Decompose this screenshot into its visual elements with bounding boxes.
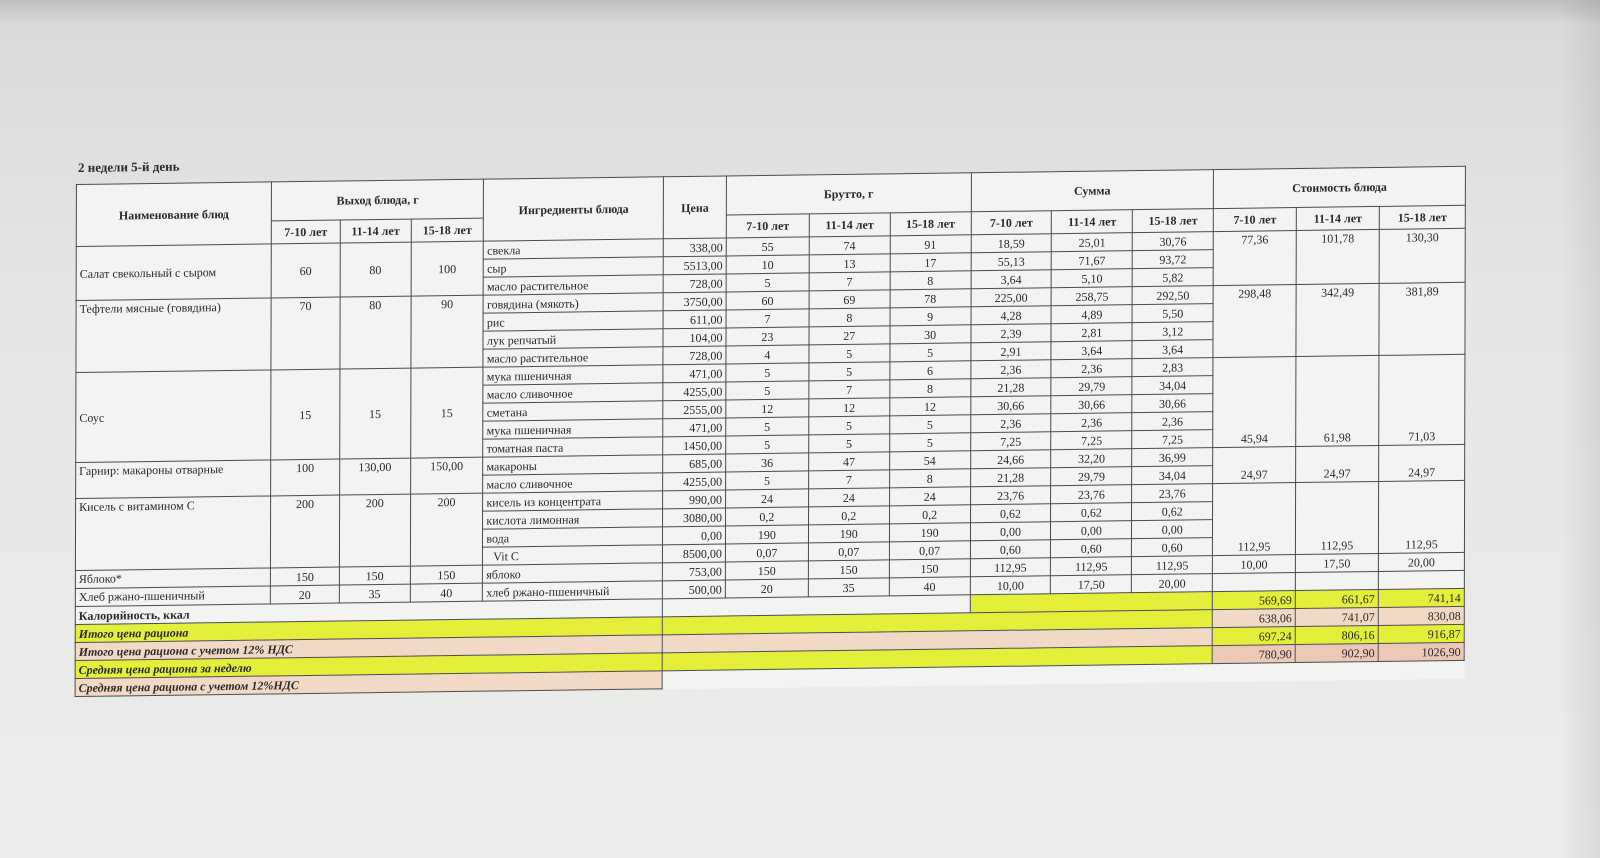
dish-cost: 112,95 (1295, 481, 1378, 554)
ingredient-price: 338,00 (664, 238, 727, 257)
dish-cost: 24,97 (1379, 444, 1465, 481)
dish-name: Гарнир: макароны отварные (76, 460, 271, 499)
sum-value: 30,76 (1133, 232, 1214, 251)
sum-value: 10,00 (970, 576, 1051, 595)
dish-cost: 61,98 (1296, 355, 1379, 446)
brutto-value: 5 (889, 433, 970, 452)
ingredient-price: 471,00 (663, 418, 726, 437)
sum-value: 55,13 (971, 252, 1052, 271)
document-title: 2 недели 5-й день (77, 158, 180, 175)
brutto-value: 5 (726, 435, 809, 454)
dish-output: 130,00 (339, 458, 410, 495)
summary-label: Итого цена рациона (75, 617, 662, 643)
ingredient-name: кисель из концентрата (483, 491, 663, 511)
header-age: 15-18 лет (1133, 209, 1214, 233)
ingredient-name: вода (483, 527, 663, 547)
brutto-value: 5 (889, 415, 970, 434)
summary-label: Средняя цена рациона с учетом 12%НДС (75, 671, 662, 697)
dish-output: 80 (340, 242, 411, 297)
ingredient-name: масло растительное (483, 347, 663, 367)
summary-value: 661,67 (1295, 589, 1378, 608)
brutto-value: 40 (889, 577, 970, 596)
brutto-value: 78 (890, 289, 971, 308)
brutto-value: 5 (726, 381, 809, 400)
dish-cost: 24,97 (1296, 445, 1379, 482)
ingredient-name: Vit C (483, 545, 663, 565)
header-age: 11-14 лет (1052, 210, 1133, 234)
sum-value: 292,50 (1132, 286, 1213, 305)
brutto-value: 190 (889, 523, 970, 542)
dish-output: 40 (410, 583, 483, 602)
dish-output: 80 (340, 296, 411, 369)
sum-value: 2,36 (1132, 412, 1213, 431)
sum-value: 0,00 (970, 522, 1051, 541)
dish-output: 150 (410, 565, 483, 584)
sum-value: 3,64 (1051, 341, 1132, 360)
dish-cost: 17,50 (1295, 553, 1378, 572)
summary-value: 741,14 (1378, 588, 1464, 607)
ingredient-price: 685,00 (663, 454, 726, 473)
brutto-value: 0,2 (889, 505, 970, 524)
brutto-value: 6 (890, 361, 971, 380)
brutto-value: 150 (808, 560, 889, 579)
brutto-value: 5 (809, 434, 890, 453)
brutto-value: 60 (726, 291, 809, 310)
sum-value: 0,60 (1132, 538, 1213, 557)
header-age: 7-10 лет (971, 211, 1052, 235)
header-age: 15-18 лет (1379, 205, 1465, 229)
sum-value: 225,00 (971, 288, 1052, 307)
header-age: 11-14 лет (809, 213, 890, 237)
ingredient-name: томатная паста (483, 437, 663, 457)
header-age: 11-14 лет (340, 219, 411, 243)
ingredient-name: масло растительное (484, 275, 664, 295)
sum-value: 258,75 (1052, 287, 1133, 306)
brutto-value: 0,07 (808, 542, 889, 561)
summary-value: 638,06 (1212, 609, 1295, 628)
ingredient-price: 4255,00 (663, 382, 726, 401)
summary-value: 780,90 (1212, 645, 1295, 664)
empty-cell (1213, 573, 1296, 592)
brutto-value: 23 (726, 327, 809, 346)
brutto-value: 5 (809, 344, 890, 363)
dish-cost: 298,48 (1213, 285, 1296, 358)
sum-value: 112,95 (1051, 557, 1132, 576)
ingredient-price: 753,00 (663, 562, 726, 581)
dish-output: 150 (270, 567, 339, 586)
ingredient-price: 4255,00 (663, 472, 726, 491)
sum-value: 2,91 (971, 342, 1052, 361)
sum-value: 30,66 (970, 396, 1051, 415)
header-age: 7-10 лет (1213, 208, 1296, 232)
ingredient-price: 3750,00 (663, 292, 726, 311)
dish-output: 200 (410, 493, 483, 566)
dish-output: 15 (340, 368, 411, 459)
dish-cost: 130,30 (1379, 228, 1465, 283)
sum-value: 7,25 (1132, 430, 1213, 449)
brutto-value: 12 (809, 398, 890, 417)
sum-value: 34,04 (1132, 376, 1213, 395)
brutto-value: 5 (890, 343, 971, 362)
sum-value: 23,76 (1132, 484, 1213, 503)
brutto-value: 91 (890, 235, 971, 254)
brutto-value: 7 (809, 272, 890, 291)
ingredient-price: 8500,00 (663, 544, 726, 563)
dish-name: Хлеб ржано-пшеничный (75, 586, 270, 607)
ingredient-price: 990,00 (663, 490, 726, 509)
brutto-value: 5 (726, 273, 809, 292)
dish-output: 35 (339, 584, 410, 603)
dish-cost: 381,89 (1379, 282, 1465, 355)
ingredient-price: 728,00 (663, 346, 726, 365)
header-age: 7-10 лет (726, 214, 809, 238)
sum-value: 20,00 (1132, 574, 1213, 593)
sum-value: 34,04 (1132, 466, 1213, 485)
summary-value: 697,24 (1212, 627, 1295, 646)
header-cost: Стоимость блюда (1214, 166, 1466, 208)
table-body (75, 228, 1465, 696)
sum-value: 112,95 (1132, 556, 1213, 575)
brutto-value: 0,07 (889, 541, 970, 560)
header-age: 15-18 лет (890, 212, 971, 236)
header-dish-name: Наименование блюд (76, 182, 271, 247)
brutto-value: 5 (809, 416, 890, 435)
dish-cost: 71,03 (1379, 354, 1465, 445)
summary-value: 830,08 (1378, 606, 1464, 625)
ingredient-name: мука пшеничная (483, 419, 663, 439)
summary-label: Калорийность, ккал (75, 599, 662, 625)
brutto-value: 8 (809, 308, 890, 327)
summary-value: 902,90 (1295, 643, 1378, 662)
sum-value: 5,82 (1132, 268, 1213, 287)
sum-value: 93,72 (1132, 250, 1213, 269)
dish-name: Салат свекольный с сыром (76, 244, 271, 301)
ingredient-price: 728,00 (663, 274, 726, 293)
dish-cost: 45,94 (1213, 357, 1296, 448)
dish-cost: 112,95 (1213, 483, 1296, 556)
sum-value: 3,12 (1132, 322, 1213, 341)
summary-value: 741,07 (1295, 607, 1378, 626)
ingredient-name: макароны (483, 455, 663, 475)
sum-value: 24,66 (970, 450, 1051, 469)
ingredient-name: масло сливочное (483, 473, 663, 493)
sum-value: 71,67 (1052, 251, 1133, 270)
brutto-value: 12 (726, 399, 809, 418)
ingredient-name: мука пшеничная (483, 365, 663, 385)
brutto-value: 190 (725, 525, 808, 544)
sum-value: 23,76 (1051, 485, 1132, 504)
ingredient-name: хлеб ржано-пшеничный (483, 581, 663, 601)
sum-value: 0,00 (1132, 520, 1213, 539)
dish-cost: 77,36 (1213, 231, 1296, 286)
empty-cell (1378, 570, 1464, 589)
brutto-value: 35 (808, 578, 889, 597)
brutto-value: 5 (726, 417, 809, 436)
dish-output: 100 (271, 459, 340, 496)
sum-value: 0,00 (1051, 521, 1132, 540)
brutto-value: 5 (726, 471, 809, 490)
brutto-value: 27 (809, 326, 890, 345)
sum-value: 21,28 (970, 378, 1051, 397)
brutto-value: 30 (890, 325, 971, 344)
ingredient-price: 611,00 (663, 310, 726, 329)
ingredient-price: 3080,00 (663, 508, 726, 527)
sum-value: 0,60 (970, 540, 1051, 559)
summary-value: 1026,90 (1378, 642, 1464, 661)
sum-value: 3,64 (1132, 340, 1213, 359)
sum-value: 36,99 (1132, 448, 1213, 467)
header-ingredients: Ингредиенты блюда (484, 177, 664, 241)
ingredient-price: 500,00 (663, 580, 726, 599)
sum-value: 0,60 (1051, 539, 1132, 558)
brutto-value: 150 (725, 561, 808, 580)
brutto-value: 8 (889, 469, 970, 488)
sum-value: 5,10 (1052, 269, 1133, 288)
sum-value: 2,36 (970, 414, 1051, 433)
brutto-value: 13 (809, 254, 890, 273)
sum-value: 29,79 (1051, 377, 1132, 396)
sum-value: 25,01 (1052, 233, 1133, 252)
brutto-value: 17 (890, 253, 971, 272)
sum-value: 7,25 (1051, 431, 1132, 450)
ingredient-name: рис (483, 311, 663, 331)
ingredient-name: свекла (484, 239, 664, 259)
brutto-value: 24 (808, 488, 889, 507)
brutto-value: 5 (809, 362, 890, 381)
ingredient-price: 1450,00 (663, 436, 726, 455)
sum-value: 2,36 (970, 360, 1051, 379)
header-age: 11-14 лет (1296, 206, 1379, 230)
header-output: Выход блюда, г (271, 179, 483, 221)
ingredient-price: 471,00 (663, 364, 726, 383)
ingredient-name: яблоко (483, 563, 663, 583)
sum-value: 23,76 (970, 486, 1051, 505)
sum-value: 30,66 (1132, 394, 1213, 413)
sum-value: 30,66 (1051, 395, 1132, 414)
ingredient-price: 0,00 (663, 526, 726, 545)
sum-value: 112,95 (970, 558, 1051, 577)
ingredient-name: кислота лимонная (483, 509, 663, 529)
sum-value: 32,20 (1051, 449, 1132, 468)
brutto-value: 8 (890, 379, 971, 398)
dish-output: 20 (270, 585, 339, 604)
summary-value: 569,69 (1212, 591, 1295, 610)
brutto-value: 69 (809, 290, 890, 309)
dish-cost: 20,00 (1378, 552, 1464, 571)
dish-output: 70 (271, 297, 340, 370)
dish-output: 200 (271, 495, 340, 568)
sum-value: 0,62 (1132, 502, 1213, 521)
summary-value: 806,16 (1295, 625, 1378, 644)
ingredient-name: сметана (483, 401, 663, 421)
brutto-value: 7 (726, 309, 809, 328)
sum-value: 29,79 (1051, 467, 1132, 486)
summary-label: Средняя цена рациона за неделю (75, 653, 662, 679)
sum-value: 2,36 (1051, 359, 1132, 378)
brutto-value: 54 (889, 451, 970, 470)
brutto-value: 5 (726, 363, 809, 382)
brutto-value: 12 (890, 397, 971, 416)
sum-value: 7,25 (970, 432, 1051, 451)
brutto-value: 0,07 (725, 543, 808, 562)
dish-output: 150,00 (410, 457, 483, 494)
sum-value: 2,83 (1132, 358, 1213, 377)
ingredient-name: говядина (мякоть) (483, 293, 663, 313)
dish-cost: 24,97 (1213, 447, 1296, 484)
brutto-value: 74 (809, 236, 890, 255)
brutto-value: 7 (808, 470, 889, 489)
dish-cost: 10,00 (1213, 555, 1296, 574)
header-age: 15-18 лет (411, 218, 484, 242)
dish-cost: 342,49 (1296, 283, 1379, 356)
dish-output: 15 (410, 367, 483, 458)
sum-value: 4,28 (971, 306, 1052, 325)
ingredient-price: 5513,00 (663, 256, 726, 275)
monitor-top-edge (0, 0, 1600, 22)
sum-value: 21,28 (970, 468, 1051, 487)
brutto-value: 150 (889, 559, 970, 578)
monitor-right-shade (1560, 0, 1600, 858)
header-age: 7-10 лет (271, 220, 340, 244)
dish-output: 60 (271, 243, 340, 298)
brutto-value: 10 (726, 255, 809, 274)
header-brutto: Брутто, г (726, 173, 971, 215)
dish-output: 150 (339, 566, 410, 585)
header-price: Цена (664, 176, 727, 239)
header-sum: Сумма (971, 170, 1214, 212)
dish-cost: 112,95 (1378, 480, 1464, 553)
sum-value: 3,64 (971, 270, 1052, 289)
ingredient-price: 2555,00 (663, 400, 726, 419)
dish-output: 200 (339, 494, 410, 567)
sum-value: 2,81 (1051, 323, 1132, 342)
summary-label: Итого цена рациона с учетом 12% НДС (75, 635, 662, 661)
dish-output: 90 (411, 295, 484, 368)
brutto-value: 20 (725, 579, 808, 598)
sum-value: 0,62 (1051, 503, 1132, 522)
dish-name: Тефтели мясные (говядина) (76, 298, 271, 373)
summary-value: 916,87 (1378, 624, 1464, 643)
brutto-value: 47 (809, 452, 890, 471)
brutto-value: 36 (726, 453, 809, 472)
brutto-value: 0,2 (725, 507, 808, 526)
brutto-value: 55 (726, 237, 809, 256)
sum-value: 17,50 (1051, 575, 1132, 594)
ingredient-price: 104,00 (663, 328, 726, 347)
sum-value: 4,89 (1051, 305, 1132, 324)
brutto-value: 24 (889, 487, 970, 506)
sum-value: 0,62 (970, 504, 1051, 523)
brutto-value: 24 (726, 489, 809, 508)
ingredient-name: сыр (484, 257, 664, 277)
sum-value: 2,39 (971, 324, 1052, 343)
spreadsheet-sheet (75, 142, 1466, 697)
brutto-value: 7 (809, 380, 890, 399)
dish-cost: 101,78 (1296, 229, 1379, 284)
sum-value: 18,59 (971, 234, 1052, 253)
ingredient-name: масло сливочное (483, 383, 663, 403)
empty-cell (1295, 571, 1378, 590)
sum-value: 2,36 (1051, 413, 1132, 432)
dish-output: 15 (271, 369, 340, 460)
brutto-value: 0,2 (808, 506, 889, 525)
menu-cost-table (75, 166, 1466, 697)
brutto-value: 190 (808, 524, 889, 543)
brutto-value: 8 (890, 271, 971, 290)
brutto-value: 4 (726, 345, 809, 364)
dish-output: 100 (411, 241, 484, 296)
brutto-value: 9 (890, 307, 971, 326)
dish-name: Яблоко* (75, 568, 270, 589)
dish-name: Соус (76, 370, 271, 463)
sum-value: 5,50 (1132, 304, 1213, 323)
dish-name: Кисель с витамином С (75, 496, 270, 571)
ingredient-name: лук репчатый (483, 329, 663, 349)
